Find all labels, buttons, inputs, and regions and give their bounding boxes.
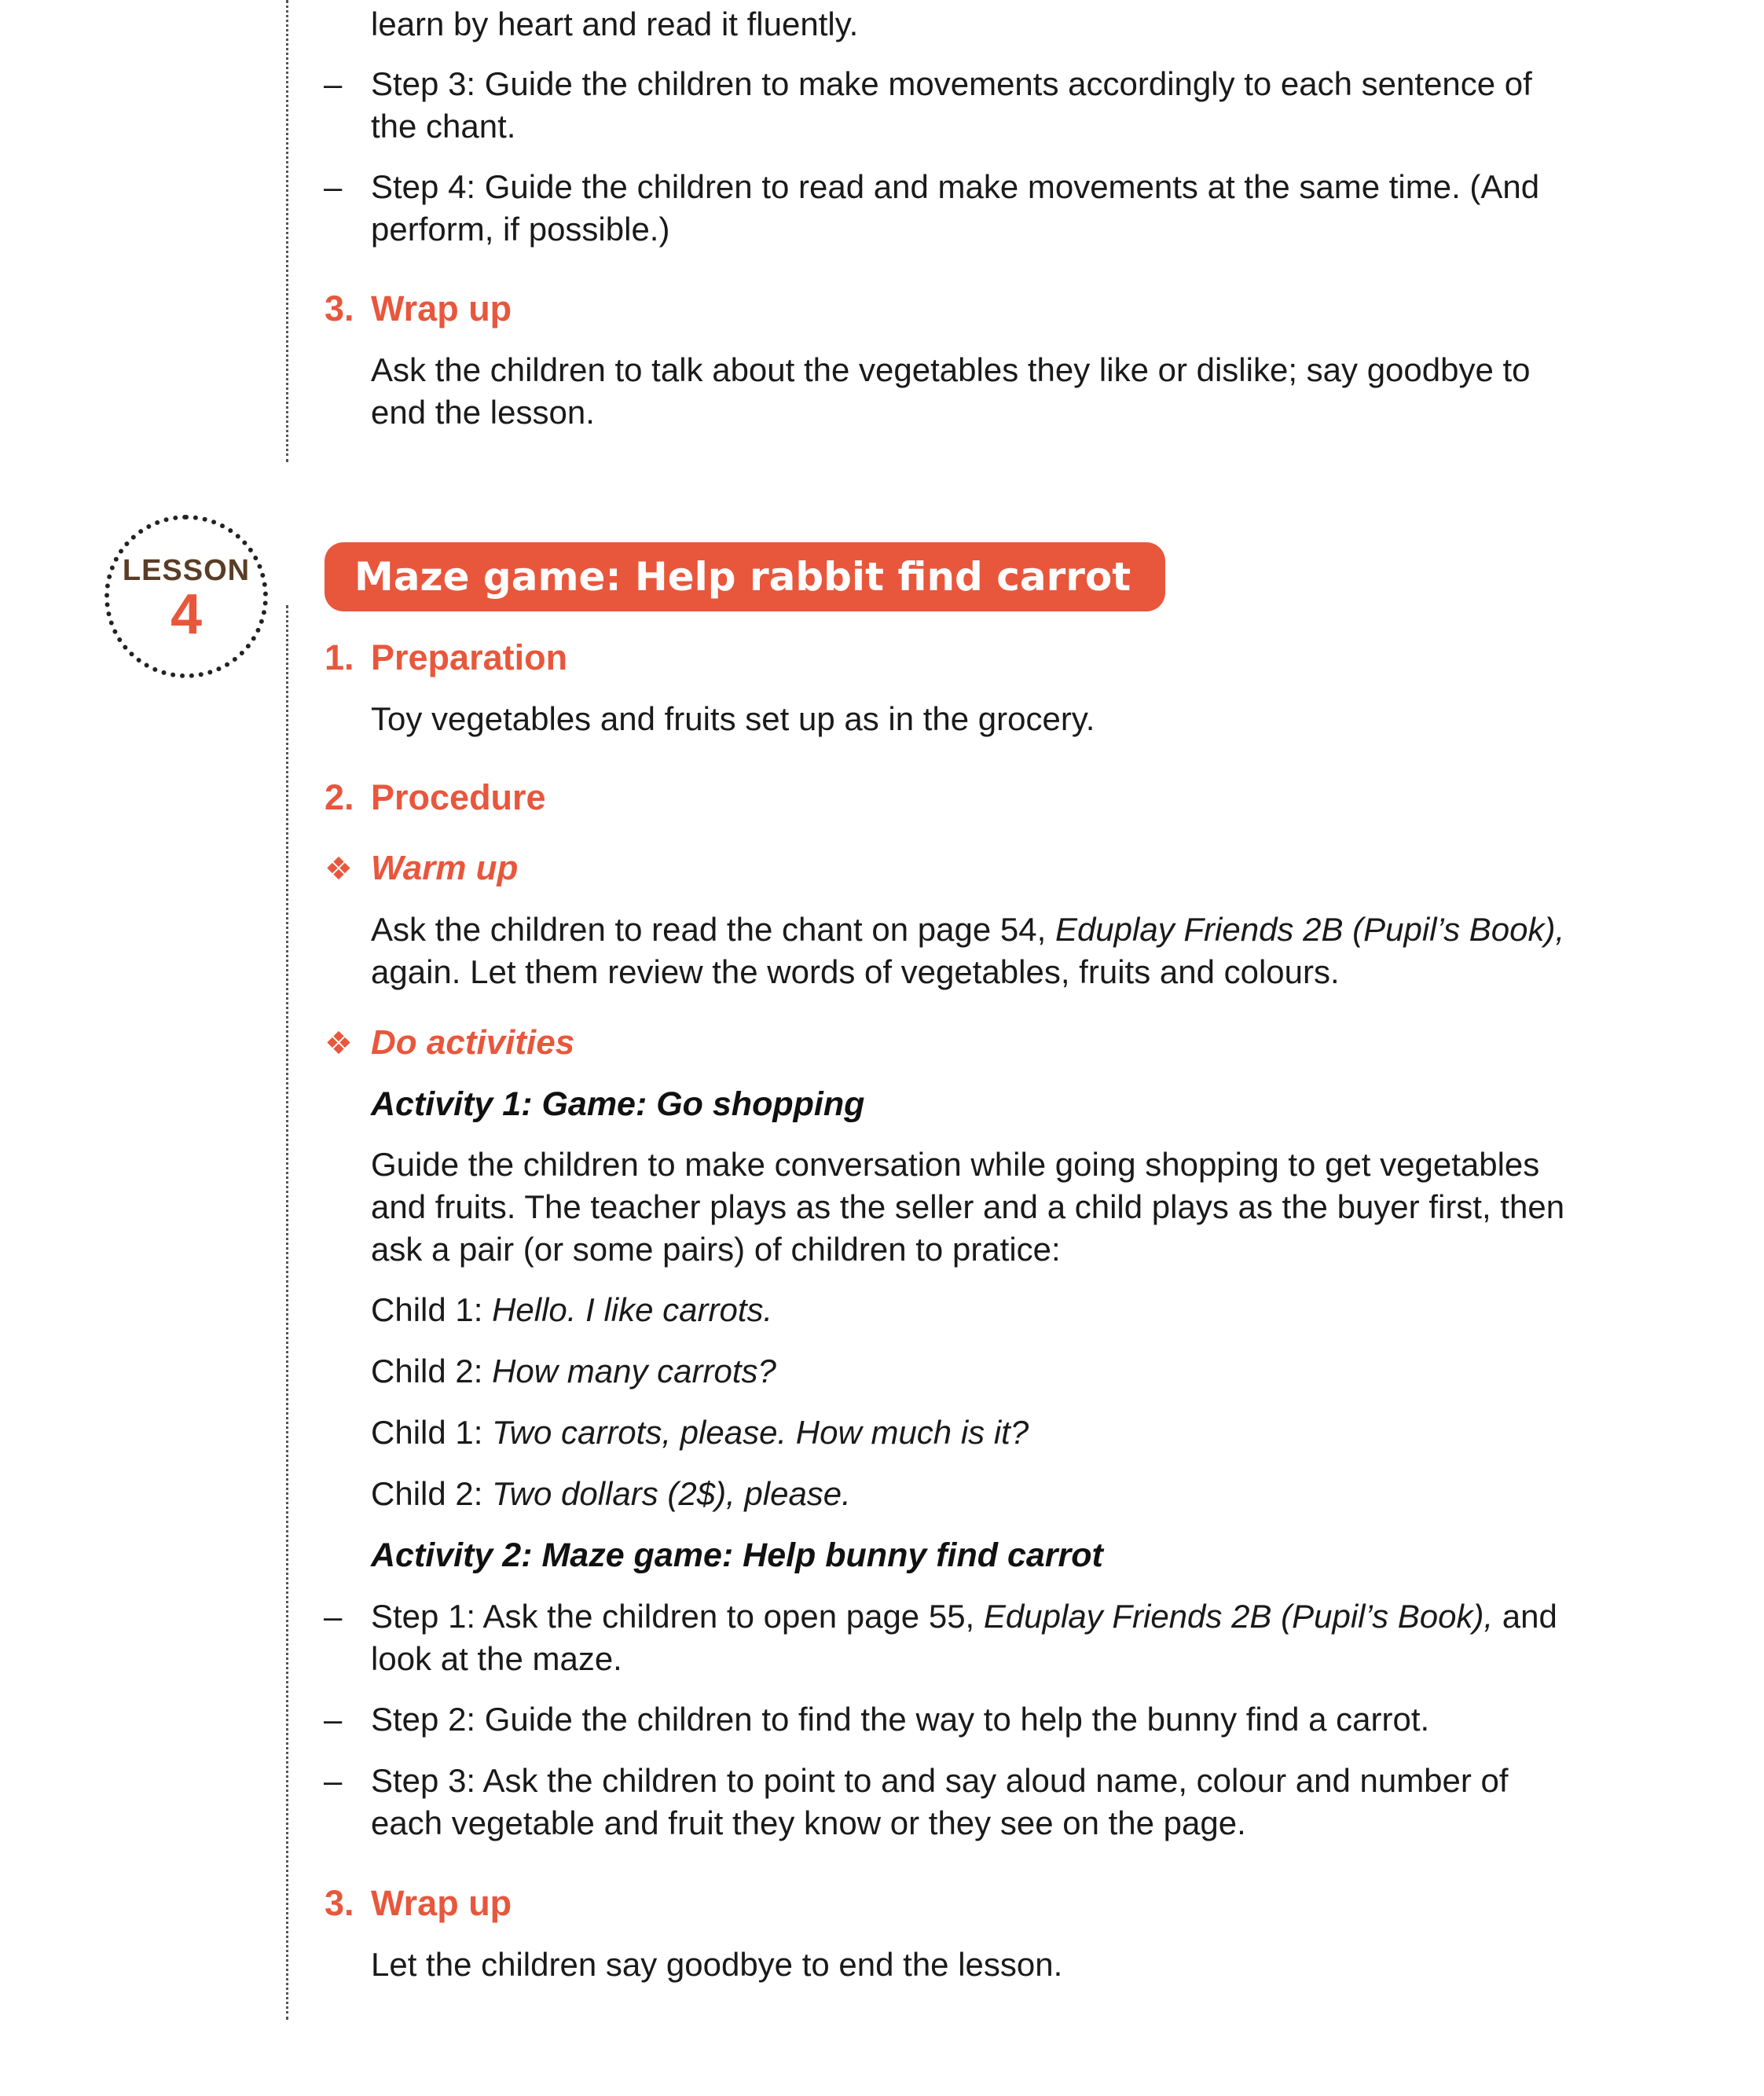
activity2-step3-line1: Step 3: Ask the children to point to and say aloud name, colour and number of — [371, 1762, 1509, 1799]
prev-lesson-text-line: learn by heart and read it fluently. — [371, 6, 859, 42]
activity2-title: Activity 2: Maze game: Help bunny find carrot — [371, 1536, 1103, 1574]
vertical-dotted-rule-bottom — [286, 605, 288, 2020]
diamond-bullet-icon: ❖ — [325, 1026, 353, 1061]
activity2-step3-dash: – — [324, 1762, 343, 1799]
dialogue-line — [371, 1411, 1029, 1454]
prev-step4-line1: Step 4: Guide the children to read and make movements at the same time. (And — [371, 168, 1540, 205]
diamond-bullet-icon: ❖ — [325, 852, 353, 886]
activity2-step1-line2: look at the maze. — [371, 1640, 622, 1677]
procedure-number: 2. — [325, 777, 354, 817]
preparation-heading — [325, 637, 567, 679]
dialogue-speaker: Child 2: — [371, 1353, 493, 1389]
preparation-text: Toy vegetables and fruits set up as in the grocery. — [371, 700, 1095, 737]
dialogue-line — [371, 1350, 776, 1393]
activity2-step1-line1 — [371, 1595, 1557, 1638]
preparation-title: Preparation — [371, 637, 568, 677]
lesson-title: Maze game: Help rabbit find carrot — [325, 542, 1165, 611]
activity1-line3: ask a pair (or some pairs) of children to pratice: — [371, 1231, 1061, 1268]
prev-wrap-up-line1: Ask the children to talk about the vegetables they like or dislike; say goodbye to — [371, 351, 1531, 388]
warm-up-heading — [325, 847, 518, 890]
warm-up-title: Warm up — [371, 849, 519, 887]
dialogue-line — [371, 1289, 772, 1331]
warm-up-line1 — [371, 909, 1564, 951]
do-activities-heading — [325, 1022, 574, 1065]
prev-wrap-up-title: Wrap up — [371, 288, 512, 329]
prev-step3-line2: the chant. — [371, 108, 516, 145]
dialogue-text: Hello. I like carrots. — [492, 1291, 773, 1328]
activity2-step1-text: Step 1: Ask the children to open page 55, — [371, 1598, 984, 1635]
warm-up-book-title: Eduplay Friends 2B (Pupil’s Book), — [1054, 911, 1565, 948]
activity2-step2-dash: – — [324, 1701, 343, 1738]
dialogue-text: Two carrots, please. How much is it? — [492, 1414, 1029, 1451]
dialogue-line — [371, 1473, 851, 1515]
activity1-line2: and fruits. The teacher plays as the seller and a child plays as the buyer first, then — [371, 1188, 1565, 1225]
dialogue-speaker: Child 1: — [371, 1291, 493, 1328]
prev-wrap-up-number: 3. — [325, 288, 354, 329]
activity1-title: Activity 1: Game: Go shopping — [371, 1085, 865, 1123]
wrap-up-heading — [325, 1882, 512, 1925]
activity2-step1-dash: – — [324, 1598, 343, 1635]
prev-wrap-up-heading — [325, 288, 512, 330]
warm-up-line2: again. Let them review the words of vegetables, fruits and colours. — [371, 953, 1340, 990]
activity2-step2-line1: Step 2: Guide the children to find the way to help the bunny find a carrot. — [371, 1701, 1430, 1738]
prev-step3-line1: Step 3: Guide the children to make movements accordingly to each sentence of — [371, 65, 1532, 102]
activity2-step1-text-end: and — [1493, 1598, 1557, 1635]
activity2-step3-line2: each vegetable and fruit they know or they see on the page. — [371, 1804, 1246, 1841]
activity1-line1: Guide the children to make conversation while going shopping to get vegetables — [371, 1146, 1540, 1183]
warm-up-line1-text: Ask the children to read the chant on page 54, — [371, 911, 1055, 948]
prev-wrap-up-line2: end the lesson. — [371, 394, 595, 431]
procedure-title: Procedure — [371, 777, 546, 817]
dialogue-text: How many carrots? — [492, 1353, 776, 1389]
activity2-step1-book-title: Eduplay Friends 2B (Pupil’s Book), — [983, 1598, 1494, 1635]
dialogue-speaker: Child 2: — [371, 1475, 493, 1512]
do-activities-title: Do activities — [371, 1023, 575, 1062]
prev-step4-line2: perform, if possible.) — [371, 211, 670, 248]
procedure-heading — [325, 776, 546, 819]
preparation-number: 1. — [325, 637, 354, 677]
dialogue-text: Two dollars (2$), please. — [492, 1475, 851, 1512]
dialogue-speaker: Child 1: — [371, 1414, 493, 1451]
wrap-up-title: Wrap up — [371, 1883, 512, 1923]
lesson-badge — [105, 515, 268, 678]
prev-step3-dash: – — [324, 65, 343, 102]
lesson-badge-number: 4 — [170, 583, 203, 646]
wrap-up-text: Let the children say goodbye to end the lesson. — [371, 1946, 1063, 1983]
prev-step4-dash: – — [324, 168, 343, 205]
wrap-up-number: 3. — [325, 1883, 354, 1923]
vertical-dotted-rule-top — [286, 0, 288, 462]
lesson-badge-word: LESSON — [122, 554, 251, 587]
